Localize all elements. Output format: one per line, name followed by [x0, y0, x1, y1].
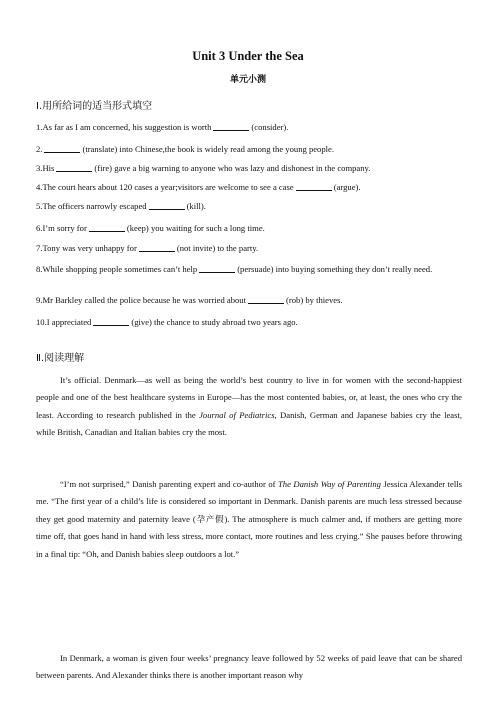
reading-paragraph-3: In Denmark, a woman is given four weeks’ pregnancy leave followed by 52 weeks of paid leave that can be shared between parents. And Alexander thinks there is another important reason why	[36, 653, 462, 681]
answer-blank[interactable]	[213, 122, 249, 131]
question-text: 9.Mr Barkley called the police because he was worried about	[36, 295, 246, 305]
question-item	[36, 121, 462, 134]
p1-text-b: , Danish, German and Japanese babies cry the least, while British, Canadian and Italian babies cry the most.	[36, 409, 462, 438]
question-item	[36, 200, 462, 213]
question-item	[36, 143, 462, 156]
question-text: 5.The officers narrowly escaped	[36, 201, 147, 211]
question-text: 6.I’m sorry for	[36, 223, 87, 233]
reading-paragraph-2	[36, 476, 462, 563]
question-item	[36, 222, 462, 235]
question-item	[36, 242, 462, 255]
question-hint: (argue).	[333, 182, 361, 192]
unit-title: Unit 3 Under the Sea	[192, 49, 304, 63]
question-hint: (rob) by thieves.	[286, 295, 343, 305]
question-text: 3.His	[36, 163, 55, 173]
question-text: 7.Tony was very unhappy for	[36, 243, 137, 253]
question-text: 8.While shopping people sometimes can’t help	[36, 264, 198, 274]
answer-blank[interactable]	[44, 144, 80, 153]
question-hint: (persuade) into buying something they don’t really need.	[237, 264, 433, 274]
question-hint: (fire) gave a big warning to anyone who was lazy and dishonest in the company.	[94, 163, 371, 173]
reading-paragraph-1	[36, 372, 462, 442]
question-item	[36, 294, 462, 307]
answer-blank[interactable]	[296, 182, 332, 191]
quiz-subtitle: 单元小测	[229, 75, 266, 85]
question-item	[36, 316, 462, 329]
answer-blank[interactable]	[139, 243, 175, 252]
p1-text-a: It’s official. Denmark—as well as being the world’s best country to live in for women with the second-happiest people and one of the best healthcare systems in Europe—has the most contented babies, or, at least, the ones who cry the least. According to research published in the	[36, 375, 462, 420]
question-text: 2.	[36, 144, 43, 154]
answer-blank[interactable]	[56, 163, 92, 172]
question-item	[36, 263, 462, 276]
question-item	[36, 181, 462, 194]
journal-title: Journal of Pediatrics	[199, 409, 275, 420]
question-hint: (translate) into Chinese,the book is widely read among the young people.	[82, 144, 334, 154]
answer-blank[interactable]	[199, 264, 235, 273]
section-2-heading: Ⅱ.阅读理解	[36, 353, 85, 364]
p2-text-b: Jessica Alexander tells me. “The first year of a child’s life is considered so important in Denmark. Danish parents are much less stressed because they get good maternity and paternity leave (孕产假). The atmosphere is much calmer and, if mothers are getting more time off, that goes hand in hand with less stress, more contact, more routines and less crying.” She pauses before throwing in a final tip: “Oh, and Danish babies sleep outdoors a lot.”	[36, 479, 462, 559]
book-title: The Danish Way of Parenting	[278, 479, 381, 489]
answer-blank[interactable]	[149, 201, 185, 210]
question-text: 1.As far as I am concerned, his suggestion is worth	[36, 122, 212, 132]
answer-blank[interactable]	[93, 317, 129, 326]
question-hint: (keep) you waiting for such a long time.	[126, 223, 265, 233]
question-hint: (consider).	[251, 122, 289, 132]
question-hint: (kill).	[186, 201, 206, 211]
question-item	[36, 162, 462, 175]
p2-text-a: “I’m not surprised,” Danish parenting expert and co-author of	[60, 479, 278, 489]
question-text: 4.The court hears about 120 cases a year;visitors are welcome to see a case	[36, 182, 294, 192]
question-text: 10.I appreciated	[36, 317, 92, 327]
question-hint: (give) the chance to study abroad two years ago.	[131, 317, 298, 327]
question-hint: (not invite) to the party.	[176, 243, 259, 253]
answer-blank[interactable]	[89, 223, 125, 232]
section-1-heading: Ⅰ.用所给词的适当形式填空	[36, 101, 153, 112]
answer-blank[interactable]	[248, 295, 284, 304]
